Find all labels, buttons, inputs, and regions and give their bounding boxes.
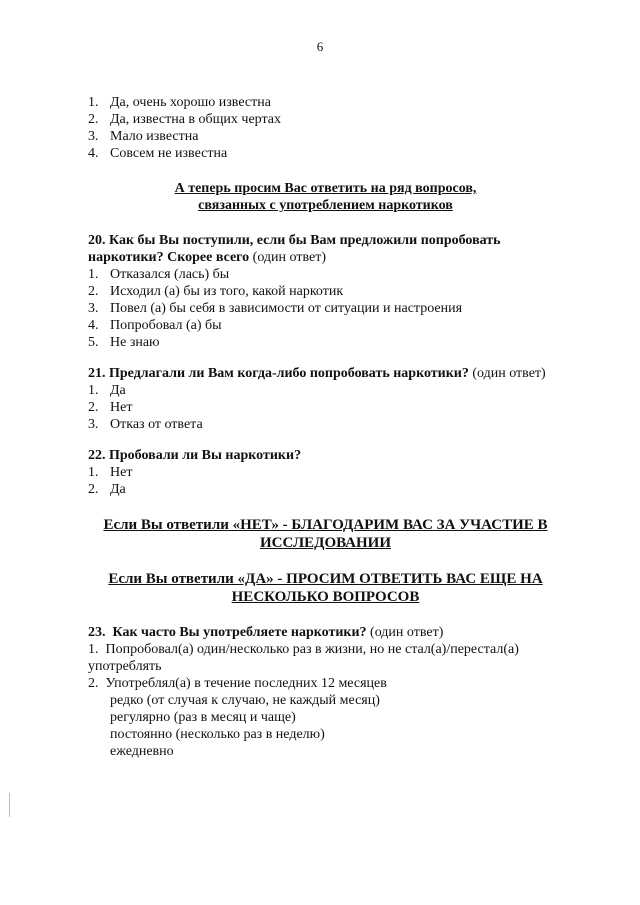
page-number: 6 [316,39,324,54]
question-title: 21. Предлагали ли Вам когда-либо попробовать наркотики? (один ответ) [88,366,546,381]
question-23 [88,624,563,760]
question-title: 23. Как часто Вы употребляете наркотики? (один ответ) [88,625,444,640]
list-item: 1. Попробовал(а) один/несколько раз в жизни, но не стал(а)/перестал(а) употреблять [88,642,519,674]
section-heading: А теперь просим Вас ответить на ряд вопросов, связанных с употреблением наркотиков [174,181,477,213]
list-item: 1. Да [88,383,126,398]
question-title: 22. Пробовали ли Вы наркотики? [88,448,302,463]
note-answer-no: Если Вы ответили «НЕТ» - БЛАГОДАРИМ ВАС ЗА УЧАСТИЕ В ИССЛЕДОВАНИИ [103,517,548,551]
list-item: 3. Отказ от ответа [88,417,203,432]
list-item: 3. Мало известна [88,129,199,144]
question-21 [88,365,563,433]
document-body [88,94,563,760]
list-item: 2. Да, известна в общих чертах [88,112,281,127]
list-item: 1. Нет [88,465,133,480]
list-item: 2. Употреблял(а) в течение последних 12 месяцев [88,676,387,691]
sub-option: регулярно (раз в месяц и чаще) [110,710,296,725]
question-title: 20. Как бы Вы поступили, если бы Вам предложили попробовать наркотики? Скорее всего (один ответ) [88,233,501,265]
list-item: 2. Да [88,482,126,497]
sub-option: ежедневно [110,744,174,759]
scan-margin-mark [9,793,10,817]
prev-options [88,94,563,162]
sub-option: редко (от случая к случаю, не каждый месяц) [110,693,380,708]
note-answer-yes: Если Вы ответили «ДА» - ПРОСИМ ОТВЕТИТЬ ВАС ЕЩЕ НА НЕСКОЛЬКО ВОПРОСОВ [108,571,543,605]
list-item: 1. Отказался (лась) бы [88,267,230,282]
sub-option: постоянно (несколько раз в неделю) [110,727,325,742]
list-item: 1. Да, очень хорошо известна [88,95,271,110]
list-item: 4. Совсем не известна [88,146,228,161]
list-item: 2. Нет [88,400,133,415]
question-22 [88,447,563,498]
list-item: 4. Попробовал (а) бы [88,318,222,333]
list-item: 2. Исходил (а) бы из того, какой наркотик [88,284,344,299]
question-20 [88,232,563,351]
list-item: 5. Не знаю [88,335,160,350]
list-item: 3. Повел (а) бы себя в зависимости от ситуации и настроения [88,301,463,316]
